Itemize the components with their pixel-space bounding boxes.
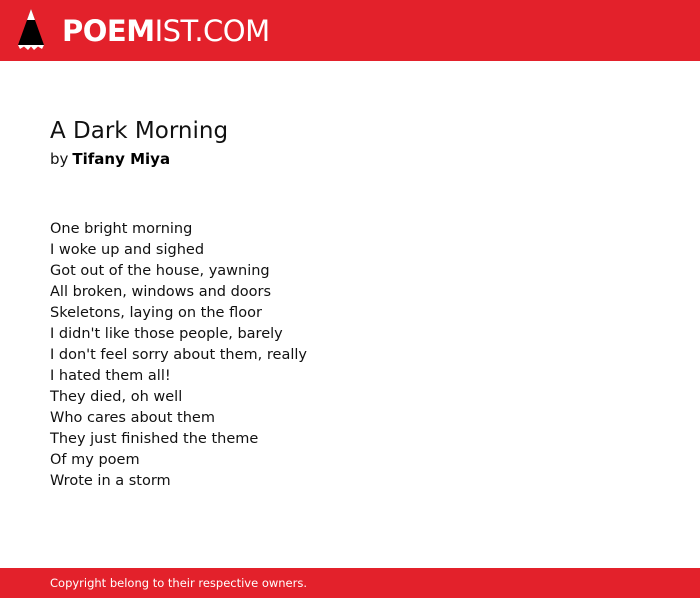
poem-line: They just finished the theme xyxy=(50,431,259,447)
poem-line: Wrote in a storm xyxy=(50,473,171,489)
poem-title: A Dark Morning xyxy=(50,118,229,144)
copyright-text: Copyright belong to their respective owners. xyxy=(50,576,308,590)
poem-line: One bright morning xyxy=(50,221,193,237)
logo-text-strong: POEM xyxy=(62,13,155,48)
site-footer xyxy=(0,568,700,598)
poem-line: They died, oh well xyxy=(50,389,183,405)
poem-line: All broken, windows and doors xyxy=(50,284,272,300)
poem-line: Of my poem xyxy=(50,452,140,468)
poem-line: Got out of the house, yawning xyxy=(50,263,270,279)
logo-wordmark xyxy=(62,13,270,48)
byline xyxy=(50,149,170,169)
author-link[interactable]: Tifany Miya xyxy=(72,150,171,168)
byline-label: by xyxy=(50,150,69,168)
logo-text-light: IST.COM xyxy=(154,13,270,48)
poem-line: I hated them all! xyxy=(50,368,171,384)
pencil-tip-icon xyxy=(16,8,46,54)
poem-body xyxy=(50,219,307,492)
poem-line: Who cares about them xyxy=(50,410,215,426)
poem-line: I didn't like those people, barely xyxy=(50,326,283,342)
logo-link[interactable] xyxy=(16,8,270,54)
poem-line: I don't feel sorry about them, really xyxy=(50,347,307,363)
site-header xyxy=(0,0,700,61)
poem-line: Skeletons, laying on the floor xyxy=(50,305,262,321)
poem-line: I woke up and sighed xyxy=(50,242,205,258)
